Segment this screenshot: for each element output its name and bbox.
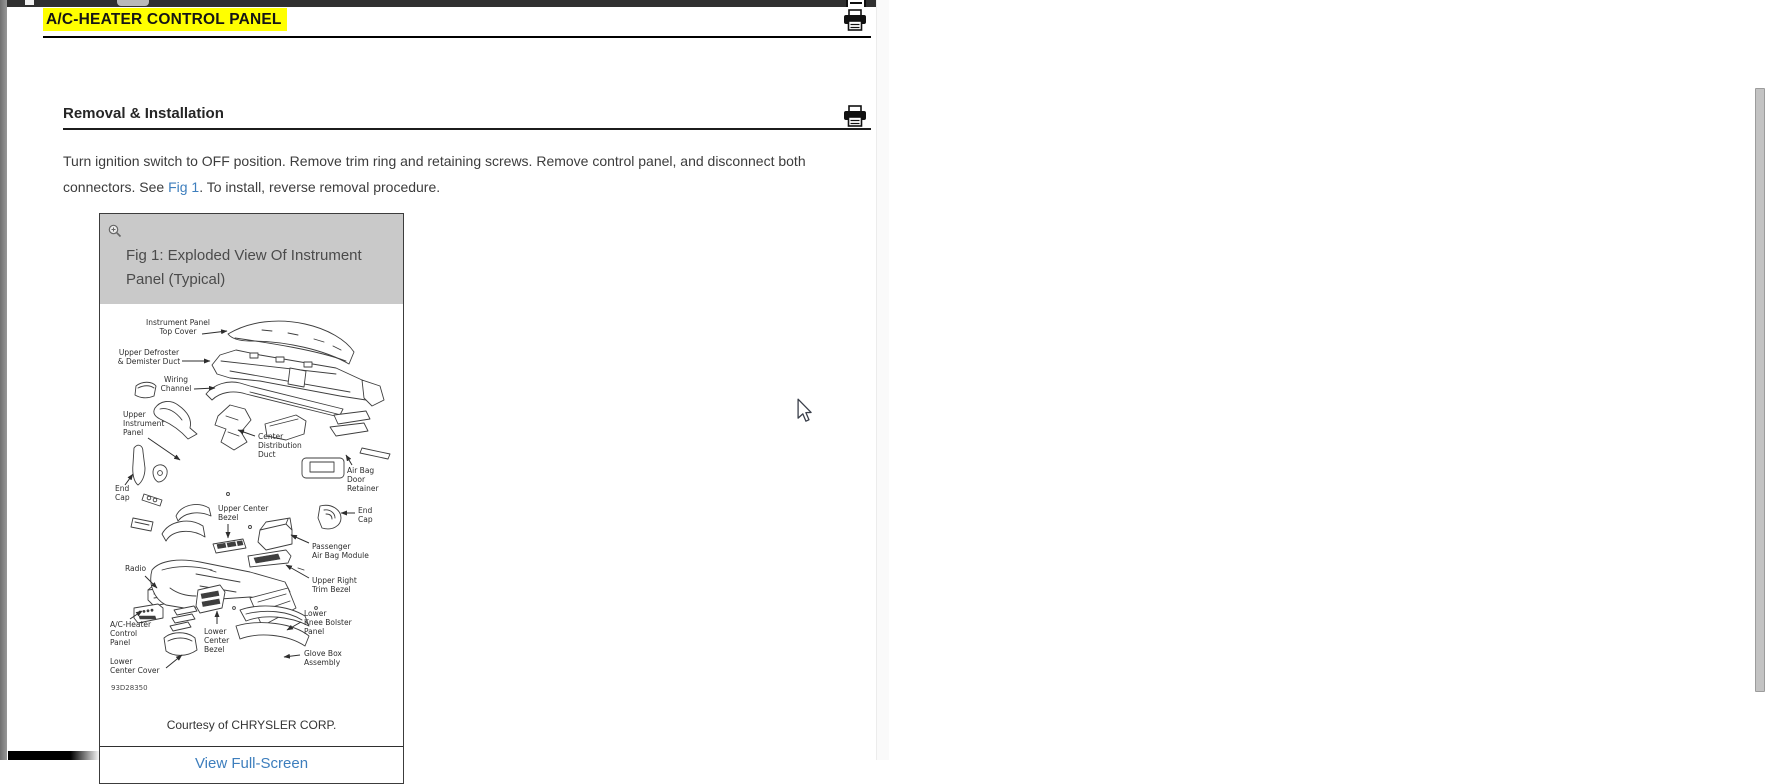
label-leader-line (166, 655, 182, 668)
diagram-label: Lower Center Cover (110, 657, 160, 675)
diagram-label: Upper Defroster & Demister Duct (117, 348, 181, 366)
diagram-label: Wiring Channel (160, 375, 192, 393)
scrollbar-thumb[interactable] (1755, 88, 1765, 692)
fig-1-link[interactable]: Fig 1 (168, 179, 200, 195)
figure-courtesy: Courtesy of CHRYSLER CORP. (166, 718, 337, 732)
magnifier-plus-icon[interactable] (108, 222, 122, 236)
section-divider (63, 128, 871, 130)
diagram-label: Lower Center Bezel (204, 627, 230, 654)
diagram-label: 93D28350 (111, 684, 148, 692)
browser-toolbar-partial (7, 0, 876, 7)
figure-footer (100, 746, 403, 783)
label-leader-line (202, 331, 227, 334)
label-leader-line (346, 455, 352, 465)
window-left-edge (0, 0, 7, 760)
diagram-label: Instrument Panel Top Cover (146, 318, 210, 336)
paragraph-text: . To install, reverse removal procedure. (199, 179, 441, 195)
diagram-label: Passenger Air Bag Module (312, 542, 369, 560)
diagram-label: Glove Box Assembly (304, 649, 342, 667)
diagram-label: Upper Center Bezel (218, 504, 269, 522)
title-divider (43, 36, 871, 38)
label-leader-line (291, 535, 309, 543)
vertical-scrollbar[interactable] (876, 0, 889, 760)
diagram-label: Upper Right Trim Bezel (312, 576, 357, 594)
diagram-label: Center Distribution Duct (258, 432, 302, 459)
figure-caption: Fig 1: Exploded View Of Instrument Panel (Typical) (126, 247, 362, 288)
toolbar-fragment (25, 0, 34, 5)
bottom-edge-shadow (8, 751, 100, 760)
diagram-label: Radio (125, 564, 147, 573)
printer-icon[interactable] (846, 0, 866, 7)
paragraph-text: Turn ignition switch to OFF position. Remove trim ring and retaining screws. Remove control panel, and disconnect both connectors. See (63, 153, 806, 195)
figure-header (100, 214, 403, 304)
diagram-label: Air Bag Door Retainer (347, 466, 379, 493)
exploded-view-diagram[interactable] (100, 308, 403, 703)
diagram-label: End Cap (358, 506, 373, 524)
diagram-label: Upper Instrument Panel (123, 410, 165, 437)
label-leader-line (286, 565, 309, 578)
procedure-paragraph (63, 148, 871, 200)
view-fullscreen-link[interactable]: View Full-Screen (194, 755, 309, 772)
section-heading: Removal & Installation (63, 105, 224, 122)
diagram-label: Lower Knee Bolster Panel (304, 609, 352, 636)
figure-body (100, 304, 403, 746)
print-icon[interactable] (843, 106, 867, 128)
page-title: A/C-HEATER CONTROL PANEL (43, 8, 287, 31)
print-icon[interactable] (843, 10, 867, 32)
arrow-cursor (795, 398, 813, 424)
label-leader-line (148, 438, 180, 460)
toolbar-button-partial[interactable] (117, 0, 149, 6)
page (0, 0, 888, 772)
figure-card (99, 213, 404, 784)
label-leader-line (284, 655, 300, 657)
diagram-label: A/C-Heater Control Panel (110, 620, 152, 647)
diagram-label: End Cap (115, 484, 130, 502)
